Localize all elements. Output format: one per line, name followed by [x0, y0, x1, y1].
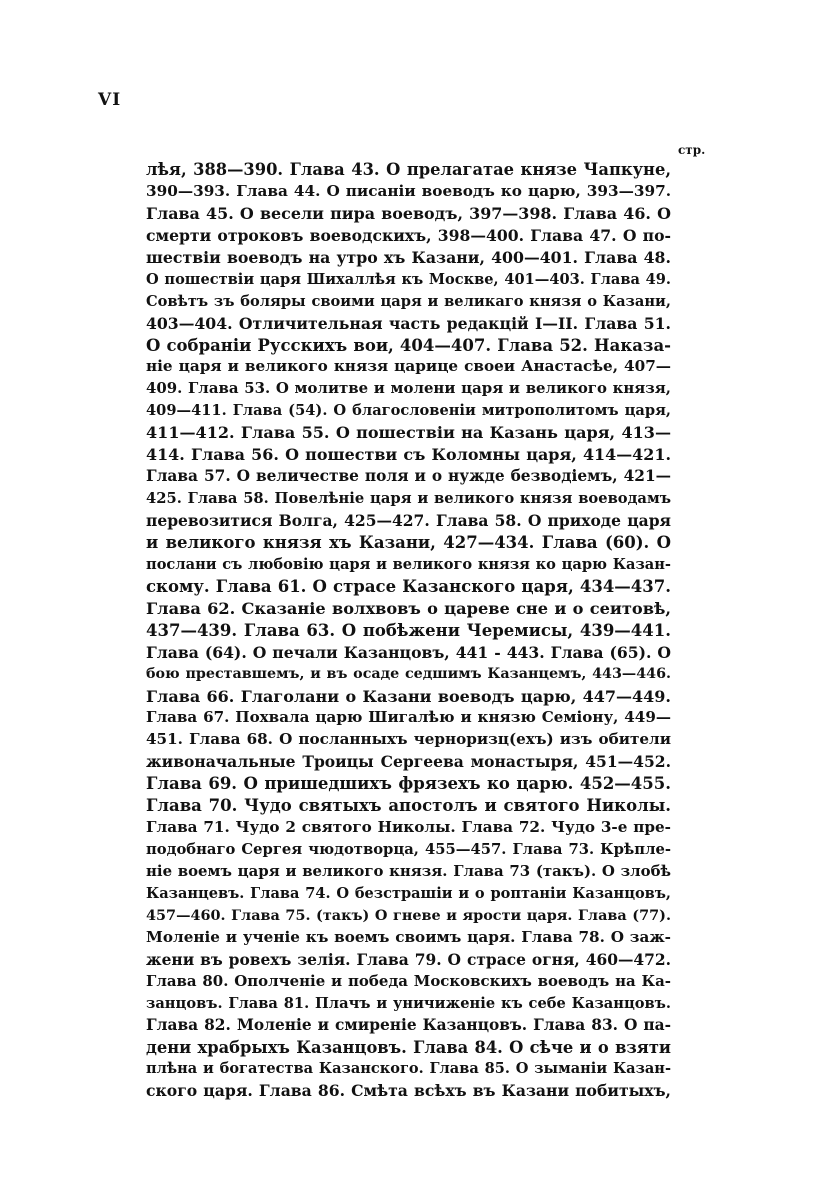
text-line: плѣна и богатества Казанского. Глава 85. О зыманіи Казан-: [146, 1060, 671, 1078]
text-line: жени въ ровехъ зелія. Глава 79. О страсе огня, 460—472.: [146, 949, 671, 969]
text-line: 437—439. Глава 63. О побѣжени Черемисы, 439—441.: [146, 620, 671, 640]
text-line: 409. Глава 53. О молитве и молени царя и великого князя,: [146, 379, 671, 398]
text-line: 411—412. Глава 55. О пошествіи на Казань царя, 413—: [146, 423, 671, 443]
text-line: Глава 69. О пришедшихъ фрязехъ ко царю. 452—455.: [146, 774, 671, 794]
text-line: занцовъ. Глава 81. Плачъ и уничиженіе къ себе Казанцовъ.: [146, 994, 671, 1012]
text-line: Моленіе и ученіе къ воемъ своимъ царя. Глава 78. О заж-: [146, 927, 671, 946]
text-line: Глава 57. О величестве поля и о нужде безводіемъ, 421—: [146, 467, 671, 486]
text-line: перевозитися Волга, 425—427. Глава 58. О приходе царя: [146, 511, 671, 530]
text-line: 414. Глава 56. О пошестви съ Коломны царя, 414—421.: [146, 445, 671, 465]
text-line: лѣя, 388—390. Глава 43. О прелагатае князе Чапкуне,: [146, 160, 671, 179]
text-line: подобнаго Сергея чюдотворца, 455—457. Глава 73. Крѣпле-: [146, 841, 671, 859]
text-line: Глава (64). О печали Казанцовъ, 441 - 443. Глава (65). О: [146, 642, 671, 662]
text-line: смерти отроковъ воеводскихъ, 398—400. Глава 47. О по-: [146, 225, 671, 245]
text-line: Глава 66. Глаголани о Казани воеводъ царю, 447—449.: [146, 686, 671, 706]
text-line: Глава 45. О весели пира воеводъ, 397—398. Глава 46. О: [146, 203, 671, 223]
text-line: Совѣтъ зъ боляры своими царя и великаго князя о Казани,: [146, 292, 671, 310]
text-line: 390—393. Глава 44. О писаніи воеводъ ко царю, 393—397.: [146, 181, 671, 200]
text-line: бою преставшемъ, и въ осаде седшимъ Казанцемъ, 443—446.: [146, 665, 671, 682]
text-line: Глава 71. Чудо 2 святого Николы. Глава 72. Чудо 3-е пре-: [146, 818, 671, 837]
text-line: и великого князя хъ Казани, 427—434. Глава (60). О: [146, 532, 671, 552]
column-header: стр.: [678, 143, 706, 157]
text-line: послани съ любовію царя и великого князя ко царю Казан-: [146, 555, 671, 573]
text-line: ніе царя и великого князя царице своеи Анастасѣе, 407—: [146, 357, 671, 376]
text-line: Глава 70. Чудо святыхъ апостолъ и святого Николы.: [146, 796, 671, 816]
text-line: О собраніи Русскихъ вои, 404—407. Глава 52. Наказа-: [146, 335, 671, 355]
text-line: Глава 62. Сказаніе волхвовъ о цареве сне и о сеитовѣ,: [146, 598, 671, 618]
text-line: шествіи воеводъ на утро хъ Казани, 400—401. Глава 48.: [146, 247, 671, 267]
text-line: Глава 82. Моленіе и смиреніе Казанцовъ. Глава 83. О па-: [146, 1015, 671, 1034]
text-line: Глава 80. Ополченіе и победа Московскихъ воеводъ на Ка-: [146, 971, 671, 990]
text-line: 403—404. Отличительная часть редакцій I—II. Глава 51.: [146, 313, 671, 333]
text-line: ского царя. Глава 86. Смѣта всѣхъ въ Казани побитыхъ,: [146, 1081, 671, 1101]
text-line: скому. Глава 61. О страсе Казанского царя, 434—437.: [146, 576, 671, 596]
text-line: Казанцевъ. Глава 74. О безстрашіи и о роптаніи Казанцовъ,: [146, 884, 671, 902]
text-line: 457—460. Глава 75. (такъ) О гневе и ярости царя. Глава (77).: [146, 906, 671, 924]
text-line: Глава 67. Похвала царю Шигалѣю и князю Семіону, 449—: [146, 708, 671, 727]
page-number: VI: [98, 90, 122, 110]
text-line: 425. Глава 58. Повелѣніе царя и великого князя воеводамъ: [146, 490, 671, 508]
text-line: дени храбрыхъ Казанцовъ. Глава 84. О сѣче и о взяти: [146, 1037, 671, 1057]
text-line: 451. Глава 68. О посланныхъ черноризц(ехъ) изъ обители: [146, 730, 671, 749]
text-line: О пошествіи царя Шихаллѣя къ Москве, 401—403. Глава 49.: [146, 270, 671, 288]
table-of-contents-text: [146, 159, 671, 1102]
text-line: 409—411. Глава (54). О благословеніи митрополитомъ царя,: [146, 402, 671, 420]
text-line: живоначальные Троицы Сергеева монастыря, 451—452.: [146, 752, 671, 772]
text-line: ніе воемъ царя и великого князя. Глава 73 (такъ). О злобѣ: [146, 862, 671, 880]
